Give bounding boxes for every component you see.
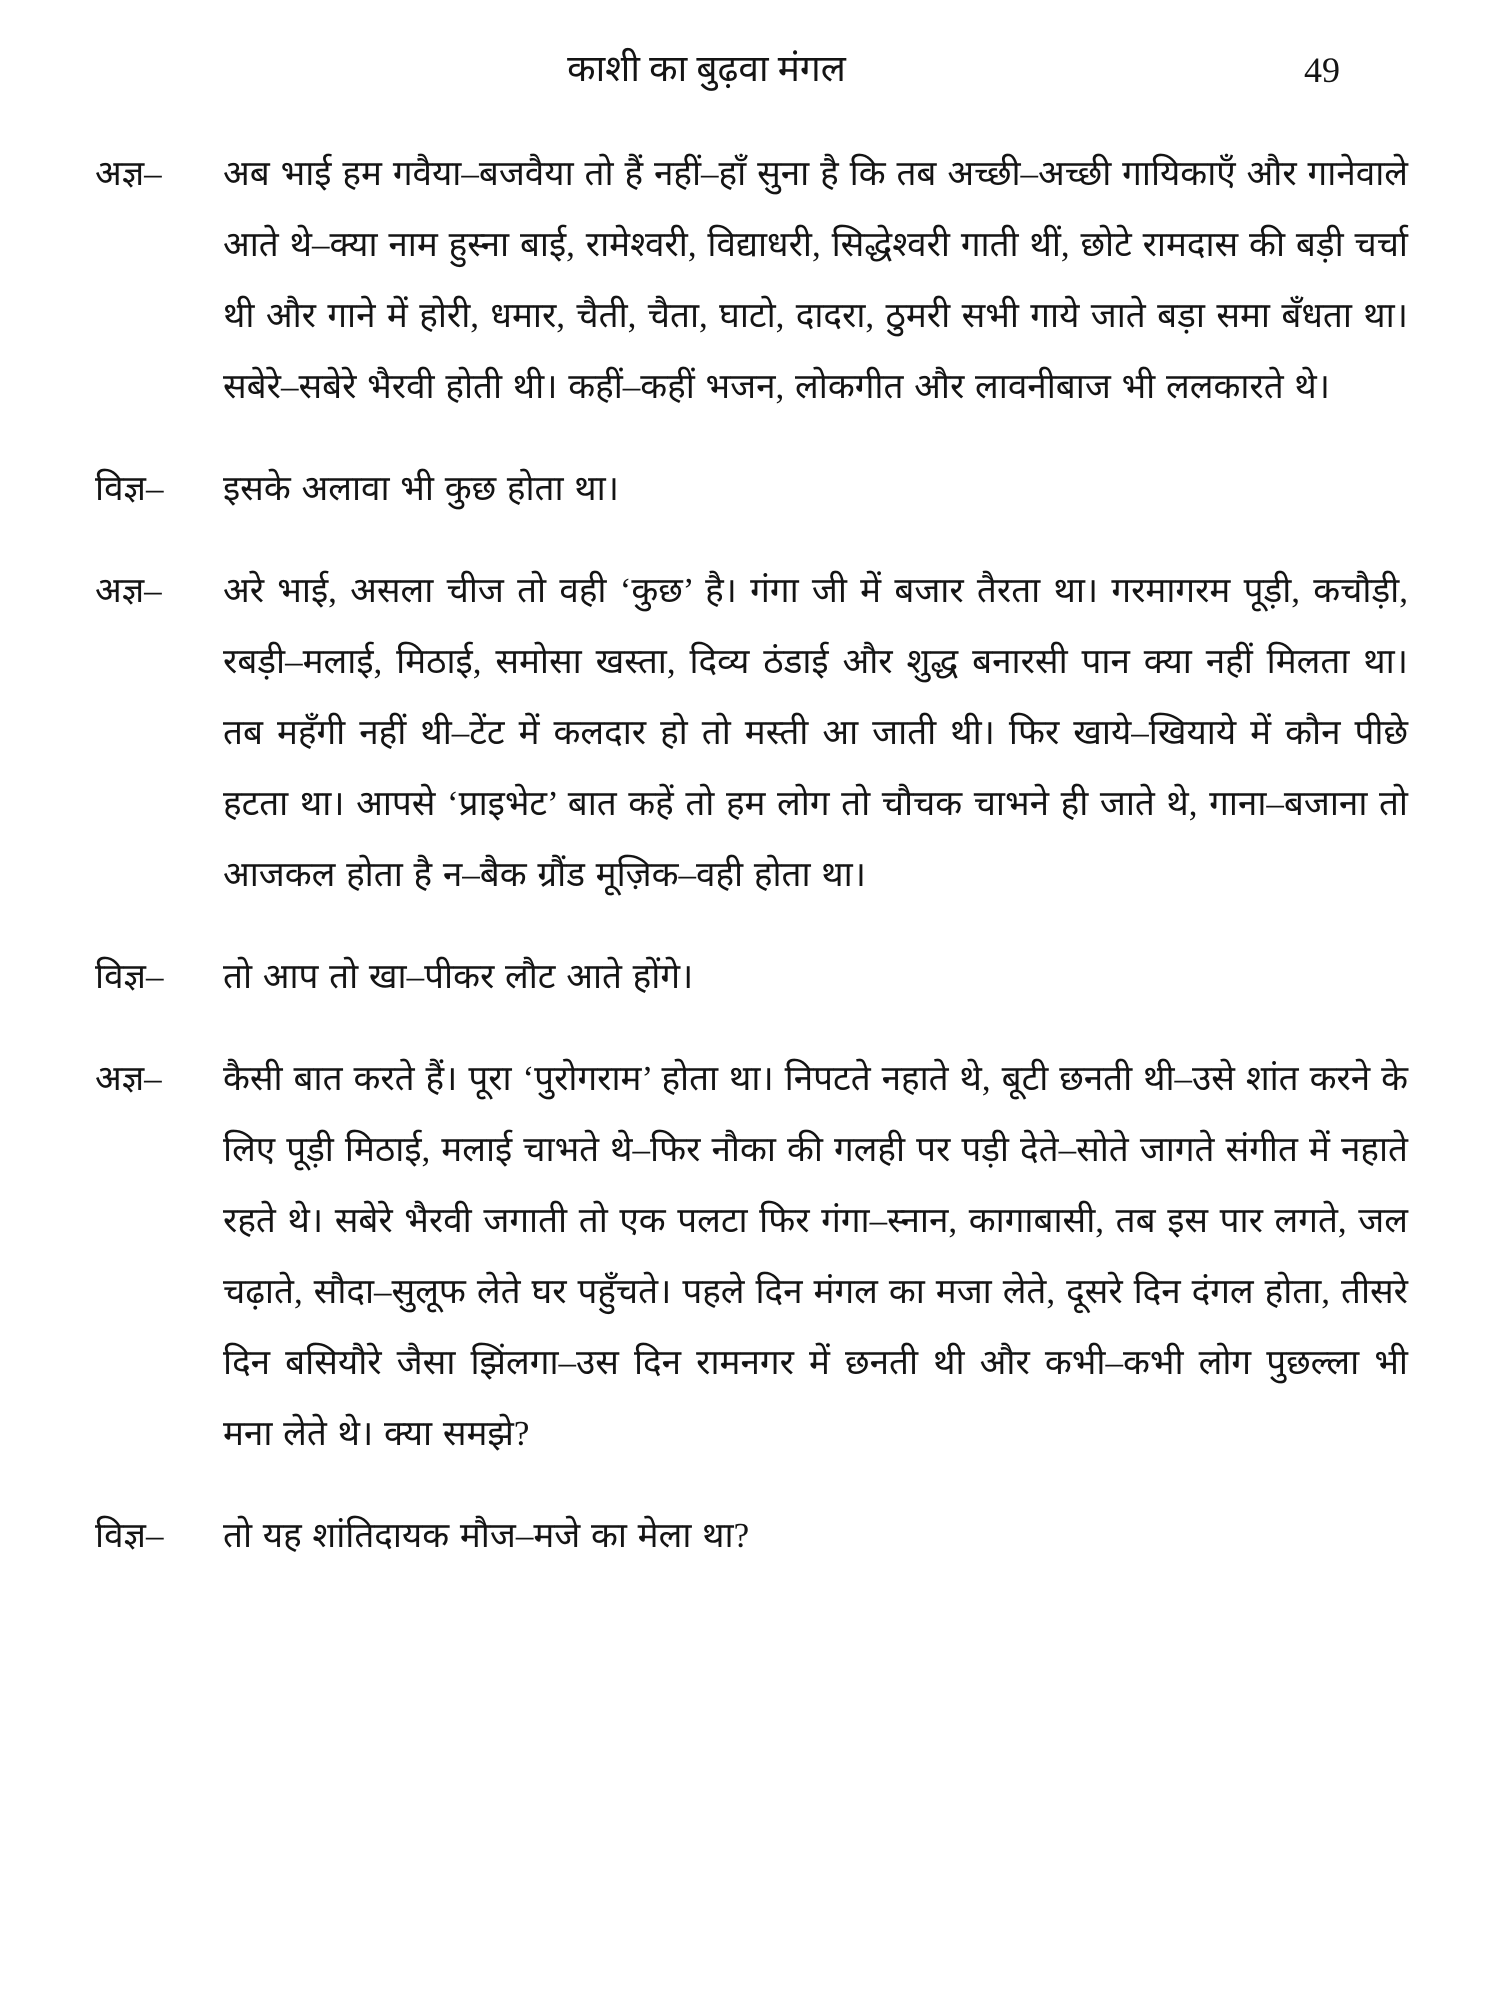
- speaker-label: अज्ञ–: [95, 571, 162, 610]
- dialogue-text: तो यह शांतिदायक मौज–मजे का मेला था?: [223, 1516, 750, 1555]
- speaker-label: अज्ञ–: [95, 154, 162, 193]
- speaker-label: अज्ञ–: [95, 1059, 162, 1098]
- dialogue-text: तो आप तो खा–पीकर लौट आते होंगे।: [223, 957, 694, 996]
- dialogue-text: कैसी बात करते हैं। पूरा ‘पुरोगराम’ होता था। निपटते नहाते थे, बूटी छनती थी–उसे शांत करने के लिए पूड़ी मिठाई, मलाई चाभते थे–फिर नौका की गलही पर पड़ी देते–सोते जागते संगीत में नहाते रहते थे। सबेरे भैरवी जगाती तो एक पलटा फिर गंगा–स्नान, कागाबासी, तब इस पार लगते, जल चढ़ाते, सौदा–सुलूफ लेते घर पहुँचते। पहले दिन मंगल का मजा लेते, दूसरे दिन दंगल होता, तीसरे दिन बसियौरे जैसा झिंलगा–उस दिन रामनगर में छनती थी और कभी–कभी लोग पुछल्ला भी मना लेते थे। क्या समझे?: [223, 1059, 1408, 1453]
- dialogue-block: [95, 1043, 1408, 1469]
- dialogue-block: [95, 1500, 1408, 1571]
- page-title: काशी का बुढ़वा मंगल: [567, 49, 846, 90]
- dialogue-block: [95, 138, 1408, 422]
- dialogue-text: अब भाई हम गवैया–बजवैया तो हैं नहीं–हाँ सुना है कि तब अच्छी–अच्छी गायिकाएँ और गानेवाले आते थे–क्या नाम हुस्ना बाई, रामेश्वरी, विद्याधरी, सिद्धेश्वरी गाती थीं, छोटे रामदास की बड़ी चर्चा थी और गाने में होरी, धमार, चैती, चैता, घाटो, दादरा, ठुमरी सभी गाये जाते बड़ा समा बँधता था। सबेरे–सबेरे भैरवी होती थी। कहीं–कहीं भजन, लोकगीत और लावनीबाज भी ललकारते थे।: [223, 154, 1408, 406]
- dialogue-block: [95, 941, 1408, 1012]
- page-number: 49: [1304, 50, 1340, 90]
- speaker-label: विज्ञ–: [95, 1516, 164, 1555]
- speaker-label: विज्ञ–: [95, 957, 164, 996]
- dialogue-text: अरे भाई, असला चीज तो वही ‘कुछ’ है। गंगा जी में बजार तैरता था। गरमागरम पूड़ी, कचौड़ी, रबड़ी–मलाई, मिठाई, समोसा खस्ता, दिव्य ठंडाई और शुद्ध बनारसी पान क्या नहीं मिलता था। तब महँगी नहीं थी–टेंट में कलदार हो तो मस्ती आ जाती थी। फिर खाये–खियाये में कौन पीछे हटता था। आपसे ‘प्राइभेट’ बात कहें तो हम लोग तो चौचक चाभने ही जाते थे, गाना–बजाना तो आजकल होता है न–बैक ग्रौंड मूज़िक–वही होता था।: [223, 571, 1408, 894]
- dialogue-text: इसके अलावा भी कुछ होता था।: [223, 469, 619, 508]
- dialogue-section: [95, 138, 1408, 1571]
- dialogue-block: [95, 453, 1408, 524]
- page-header: [95, 42, 1408, 98]
- speaker-label: विज्ञ–: [95, 469, 164, 508]
- dialogue-block: [95, 555, 1408, 910]
